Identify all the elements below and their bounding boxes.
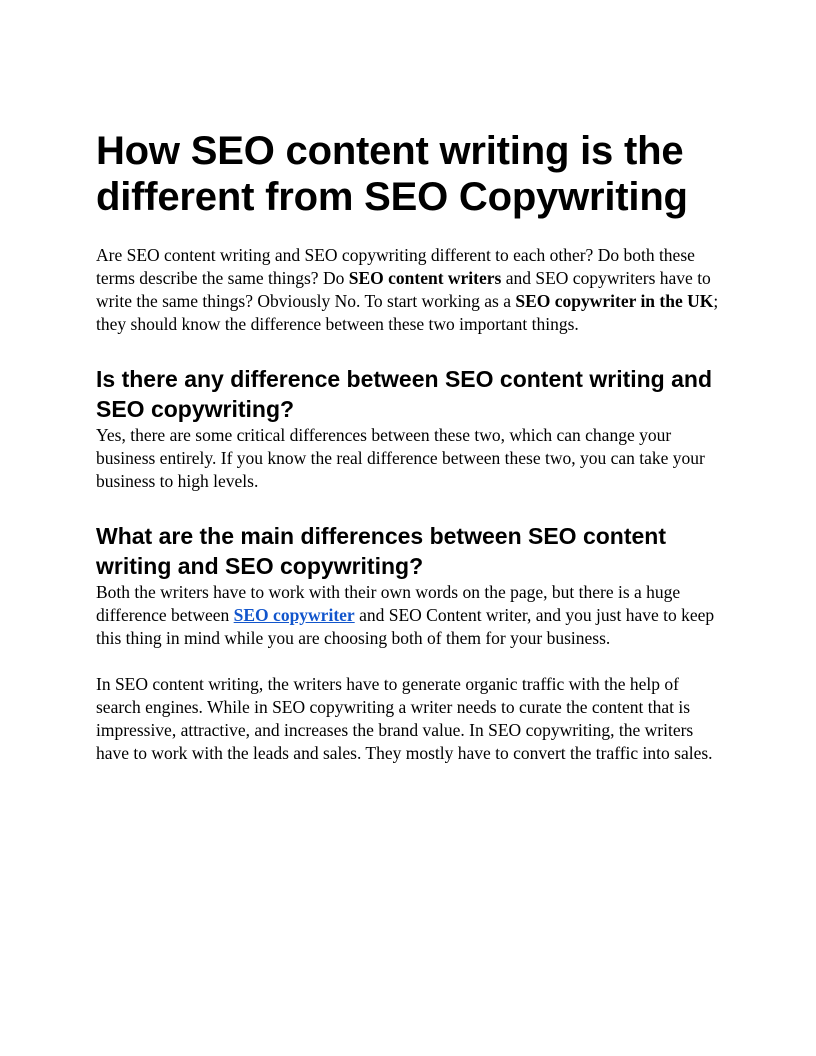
intro-text-2: and SEO copywriters have to write the same things? Obviously No. To start working as a bbox=[96, 268, 711, 311]
section-2-paragraph-1 bbox=[96, 581, 724, 650]
intro-bold-seo-content-writers: SEO content writers bbox=[348, 268, 502, 288]
section-1-heading: Is there any difference between SEO content writing and SEO copywriting? bbox=[96, 366, 713, 422]
section-1-paragraph: Yes, there are some critical differences between these two, which can change your business entirely. If you know the real difference between these two, you can take your business to high levels. bbox=[96, 425, 705, 491]
section-2-text-1: Both the writers have to work with their own words on the page, but there is a huge difference between bbox=[96, 582, 681, 625]
section-2-text-2: and SEO Content writer, and you just have to keep this thing in mind while you are choosing both of them for your business. bbox=[96, 605, 715, 648]
section-2-paragraph-2: In SEO content writing, the writers have to generate organic traffic with the help of search engines. While in SEO copywriting a writer needs to curate the content that is impressive, attractive, and increases the brand value. In SEO copywriting, the writers have to work with the leads and sales. They mostly have to convert the traffic into sales. bbox=[96, 674, 713, 763]
intro-text-1: Are SEO content writing and SEO copywriting different to each other? Do both these terms describe the same things? Do bbox=[96, 245, 695, 288]
intro-paragraph bbox=[96, 244, 724, 336]
document-title: How SEO content writing is the different from SEO Copywriting bbox=[96, 129, 688, 219]
seo-copywriter-link[interactable]: SEO copywriter bbox=[233, 605, 355, 625]
document-page bbox=[96, 128, 724, 765]
intro-text-3: ; they should know the difference between these two important things. bbox=[96, 291, 719, 334]
section-2-heading: What are the main differences between SEO content writing and SEO copywriting? bbox=[96, 523, 667, 579]
intro-bold-seo-copywriter-uk: SEO copywriter in the UK bbox=[515, 291, 714, 311]
